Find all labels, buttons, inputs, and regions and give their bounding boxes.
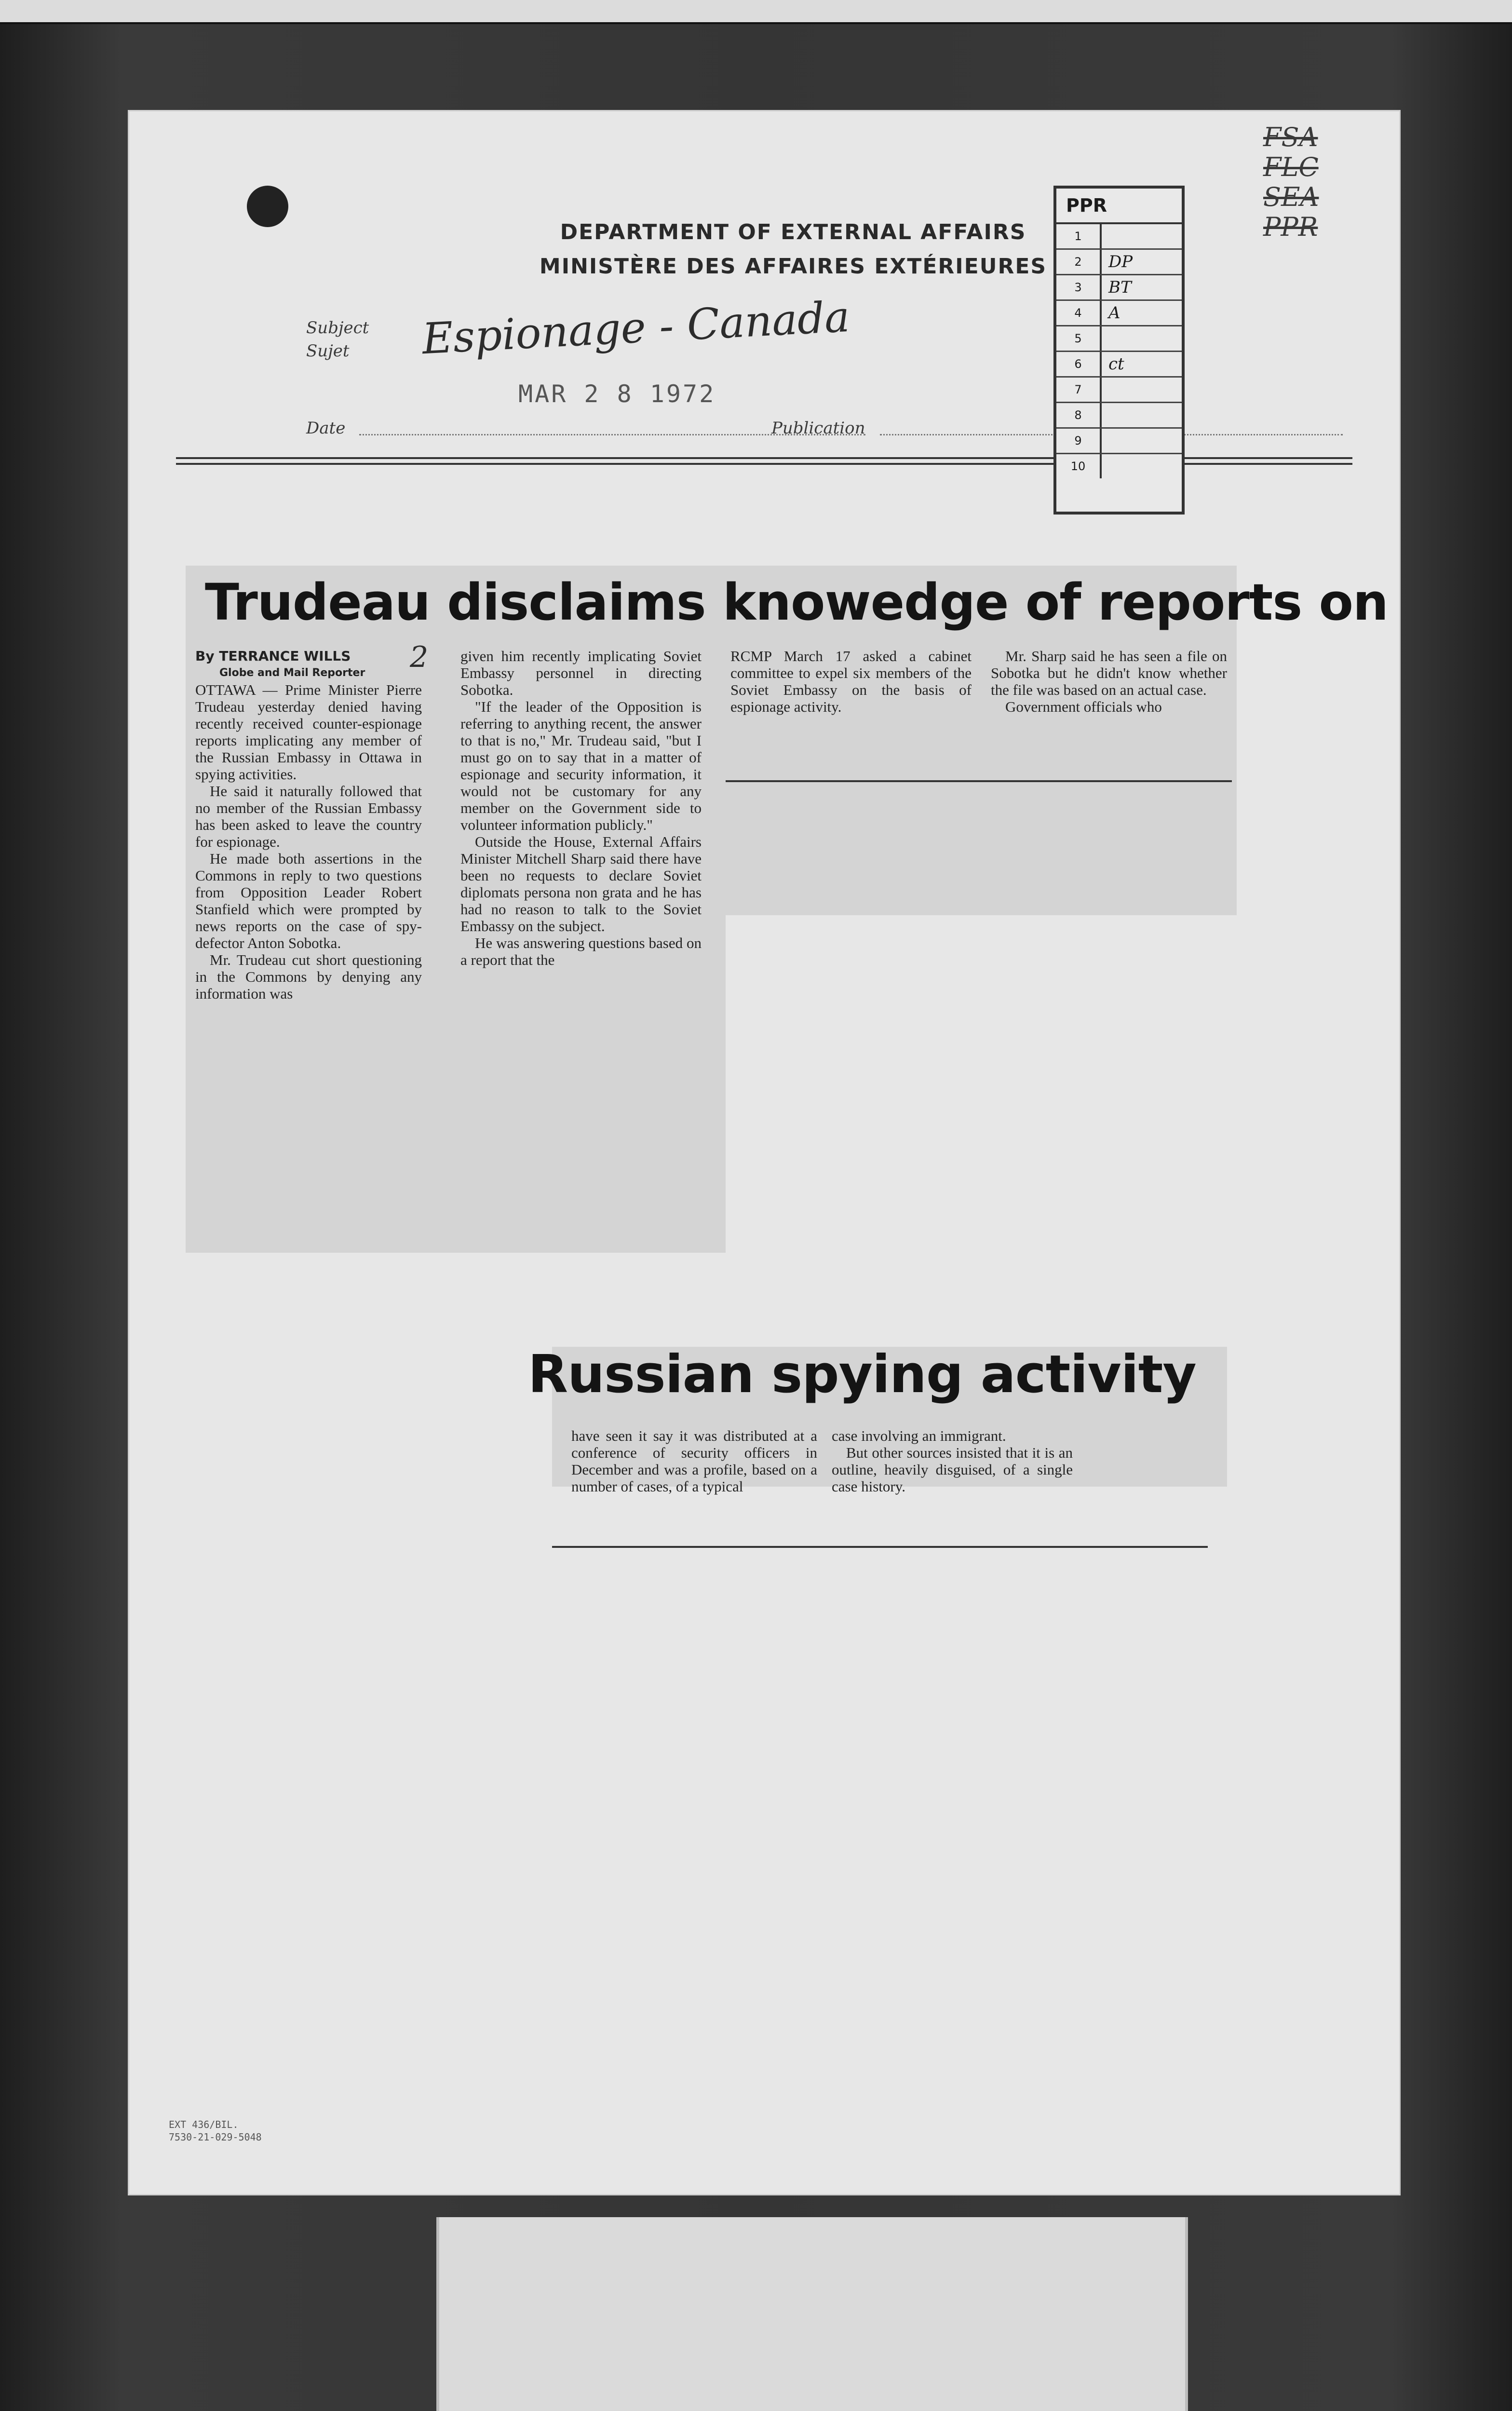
byline-handwritten-mark: 2 (410, 640, 429, 674)
ppr-header: PPR (1056, 189, 1182, 224)
dept-name-en: DEPARTMENT OF EXTERNAL AFFAIRS (560, 220, 1026, 244)
archive-sheet (128, 110, 1401, 2195)
ppr-row: 2 DP (1056, 250, 1182, 275)
ppr-row: 7 (1056, 378, 1182, 403)
sujet-label: Sujet (306, 341, 350, 361)
clipping-1-column-4 (991, 648, 1227, 715)
clipping-1-column-3 (730, 648, 972, 715)
article-paragraph: Outside the House, External Affairs Minister Mitchell Sharp said there have been no requests to declare Soviet diplomats persona non grata and he has had no reason to talk to the Soviet Embassy on the subject. (460, 833, 702, 935)
article-paragraph: He said it naturally followed that no member of the Russian Embassy has been asked to leave the country for espionage. (195, 783, 422, 850)
date-stamp: MAR 2 8 1972 (518, 380, 716, 408)
ppr-row: 8 (1056, 403, 1182, 429)
corner-note: FLC (1263, 152, 1319, 182)
date-label: Date (306, 419, 346, 438)
corner-note: PPR (1263, 212, 1318, 242)
article-paragraph: "If the leader of the Opposition is referring to anything recent, the answer to that is no," Mr. Trudeau said, "but I must go on to say that in a matter of espionage and security information, it would not be customary for any member on the Government side to volunteer information publicly." (460, 698, 702, 833)
clipping-1-column-rule (726, 780, 1232, 782)
article-paragraph: given him recently implicating Soviet Embassy personnel in directing Sobotka. (460, 648, 702, 698)
clipping-1-right-body (726, 761, 1237, 915)
clipping-2-column-1 (571, 1427, 817, 1495)
department-heading (504, 220, 1082, 279)
ppr-row: 4 A (1056, 301, 1182, 326)
ppr-row: 3 BT (1056, 275, 1182, 301)
article-paragraph: He was answering questions based on a report that the (460, 935, 702, 968)
article-paragraph: Mr. Trudeau cut short questioning in the Commons by denying any information was (195, 951, 422, 1002)
article-paragraph: Government officials who (1005, 698, 1162, 715)
clipping-2-column-2 (832, 1427, 1073, 1495)
article-paragraph: have seen it say it was distributed at a conference of security officers in December and was a profile, based on a number of cases, of a typical (571, 1427, 817, 1495)
article-paragraph: He made both assertions in the Commons in reply to two questions from Opposition Leader Robert Stanfield which were prompted by news reports on the case of spy-defector Anton Sobotka. (195, 850, 422, 951)
clipping-1-column-2 (460, 648, 702, 968)
publication-label: Publication (771, 419, 865, 438)
dept-name-fr: MINISTÈRE DES AFFAIRES EXTÉRIEURES (539, 254, 1047, 279)
byline-affiliation: Globe and Mail Reporter (219, 667, 365, 679)
byline: By TERRANCE WILLS (195, 648, 351, 664)
ppr-row: 6 ct (1056, 352, 1182, 378)
subject-label: Subject (306, 318, 369, 338)
form-code-line: 7530-21-029-5048 (169, 2131, 262, 2143)
corner-routing-notes (1263, 122, 1384, 242)
clipping-2-bottom-rule (552, 1546, 1208, 1548)
ppr-row: 9 (1056, 429, 1182, 454)
corner-note: SEA (1263, 182, 1319, 212)
clipping-1-headline: Trudeau disclaims knowedge of reports on (205, 573, 1388, 632)
form-code-line: EXT 436/BIL. (169, 2119, 239, 2130)
article-paragraph: OTTAWA — Prime Minister Pierre Trudeau yesterday denied having recently received counter-espionage reports implicating any member of the Russian Embassy in Ottawa in spying activities. (195, 681, 422, 783)
subject-handwriting: Espionage - Canada (420, 291, 851, 364)
article-paragraph: Mr. Sharp said he has seen a file on Sobotka but he didn't know whether the file was based on an actual case. (991, 648, 1227, 698)
article-paragraph: RCMP March 17 asked a cabinet committee to expel six members of the Soviet Embassy on the basis of espionage activity. (730, 648, 972, 715)
punch-hole (247, 186, 288, 227)
article-paragraph: But other sources insisted that it is an outline, heavily disguised, of a single case history. (832, 1444, 1073, 1495)
clipping-1-column-1 (195, 648, 422, 1002)
ppr-routing-box (1053, 186, 1185, 515)
ppr-row: 5 (1056, 326, 1182, 352)
corner-note: FSA (1263, 122, 1318, 152)
article-paragraph: case involving an immigrant. (832, 1427, 1006, 1444)
clipping-2-headline: Russian spying activity (528, 1344, 1196, 1405)
form-footer-code (169, 2118, 262, 2143)
top-film-strip (0, 0, 1512, 24)
next-page-tab (436, 2217, 1188, 2411)
ppr-row: 1 (1056, 224, 1182, 250)
ppr-row: 10 (1056, 454, 1182, 478)
